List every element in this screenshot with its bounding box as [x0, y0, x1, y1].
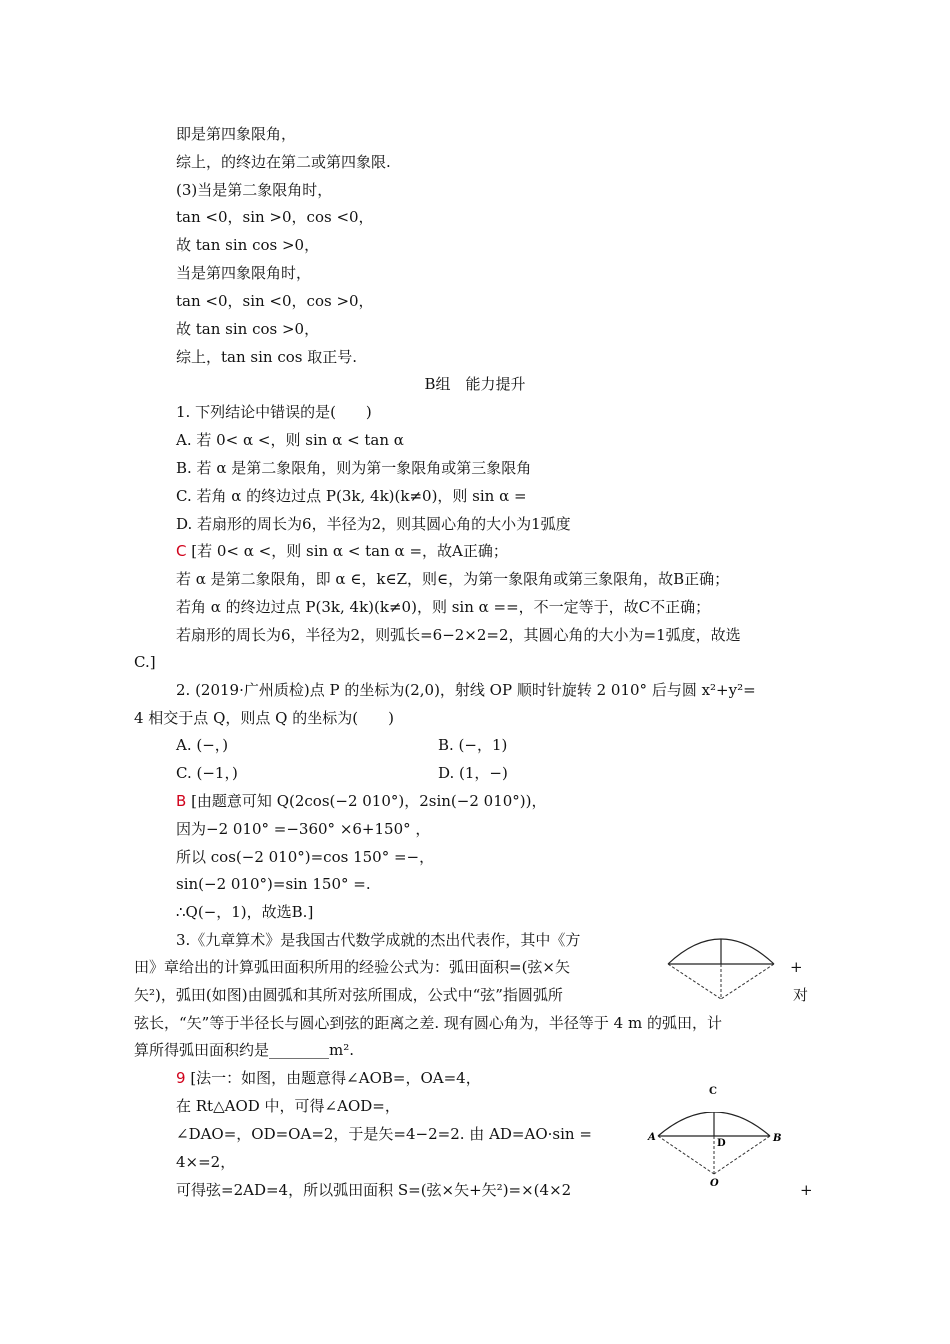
- text-line: 综上，tan sin cos 取正号.: [176, 348, 357, 366]
- q1-answer: C: [176, 542, 187, 560]
- q2-solution-line: 因为−2 010° =−360° ×6+150° ，: [176, 820, 431, 838]
- q3-solution-line: 4×=2，: [176, 1153, 236, 1171]
- label-o: O: [710, 1178, 719, 1189]
- q1-solution-line: [176, 541, 508, 561]
- q2-solution-line: ∴Q(−，1)，故选B.]: [176, 903, 314, 921]
- label-c: C: [709, 1086, 717, 1097]
- q2-solution-text: [由题意可知 Q(2cos(−2 010°)，2sin(−2 010°))，: [191, 792, 547, 810]
- q1-solution-line: C.]: [134, 653, 156, 671]
- question-3-stem: 3.《九章算术》是我国古代数学成就的杰出代表作，其中《方: [176, 931, 581, 949]
- text-line: 故 tan sin cos >0，: [176, 236, 320, 254]
- q1-option-b: B. 若 α 是第二象限角，则为第一象限角或第三象限角: [176, 459, 532, 477]
- text-line: 综上，的终边在第二或第四象限.: [176, 153, 391, 171]
- q2-option-b: B. (−，1): [438, 736, 508, 754]
- q1-solution-line: 若角 α 的终边过点 P(3k, 4k)(k≠0)，则 sin α ==，不一定等于，故C不正确；: [176, 598, 711, 616]
- q1-option-a: A. 若 0< α <，则 sin α < tan α: [176, 431, 404, 449]
- q3-solution-line: ∠DAO=，OD=OA=2，于是矢=4−2=2. 由 AD=AO·sin =: [176, 1125, 592, 1143]
- q2-option-a: A. (−，): [176, 736, 229, 754]
- text-line: 即是第四象限角，: [176, 125, 297, 143]
- arc-field-figure: [664, 930, 778, 1002]
- q1-solution-line: 若扇形的周长为6，半径为2，则弧长=6−2×2=2，其圆心角的大小为=1弧度，故选: [176, 626, 741, 644]
- q3-solution-text: [法一：如图，由题意得∠AOB=，OA=4，: [190, 1069, 481, 1087]
- question-2-stem: 2. (2019·广州质检)点 P 的坐标为(2,0)，射线 OP 顺时针旋转 2 010° 后与圆 x²+y²=: [176, 681, 756, 699]
- text-line: tan <0，sin <0，cos >0，: [176, 292, 374, 310]
- q2-solution-line: 所以 cos(−2 010°)=cos 150° =−，: [176, 848, 435, 866]
- q2-option-d: D. (1，−): [438, 764, 508, 782]
- question-2-stem: 4 相交于点 Q，则点 Q 的坐标为( ): [134, 709, 394, 727]
- q2-answer: B: [176, 792, 187, 810]
- q3-solution-line: 在 Rt△AOD 中，可得∠AOD=，: [176, 1097, 400, 1115]
- label-a: A: [648, 1132, 656, 1143]
- question-3-stem: 矢²)，弧田(如图)由圆弧和其所对弦所围成，公式中“弦”指圆弧所: [134, 986, 563, 1004]
- q1-solution-line: 若 α 是第二象限角，即 α ∈，k∈Z，则∈，为第一象限角或第三象限角，故B正确；: [176, 570, 730, 588]
- text-line: 故 tan sin cos >0，: [176, 320, 320, 338]
- q3-solution-line: 可得弦=2AD=4，所以弧田面积 S=(弦×矢+矢²)=×(4×2: [176, 1181, 572, 1199]
- q1-option-d: D. 若扇形的周长为6，半径为2，则其圆心角的大小为1弧度: [176, 515, 571, 533]
- question-3-stem: 田》章给出的计算弧田面积所用的经验公式为：弧田面积=(弦×矢: [134, 958, 570, 976]
- q1-option-c: C. 若角 α 的终边过点 P(3k, 4k)(k≠0)，则 sin α =: [176, 487, 527, 505]
- section-title: B组 能力提升: [424, 375, 526, 393]
- q2-solution-line: [176, 791, 547, 811]
- q3-solution-line: +: [800, 1181, 813, 1199]
- q2-option-c: C. (−1，): [176, 764, 238, 782]
- q1-solution-text: [若 0< α <，则 sin α < tan α =，故A正确；: [191, 542, 508, 560]
- text-line: tan <0，sin >0，cos <0，: [176, 208, 374, 226]
- text-line: (3)当是第二象限角时，: [176, 181, 333, 199]
- q3-answer: 9: [176, 1069, 186, 1087]
- q2-solution-line: sin(−2 010°)=sin 150° =.: [176, 875, 371, 893]
- labeled-arc-figure: [644, 1112, 790, 1192]
- question-3-stem: 弦长，“矢”等于半径长与圆心到弦的距离之差. 现有圆心角为，半径等于 4 m 的弧田，计: [134, 1014, 722, 1032]
- q3-solution-line: [176, 1068, 481, 1088]
- question-3-stem: 对: [793, 986, 809, 1004]
- question-3-stem: 算所得弧田面积约是________m².: [134, 1041, 355, 1059]
- question-3-stem: +: [790, 958, 803, 976]
- label-d: D: [717, 1138, 726, 1149]
- label-b: B: [773, 1133, 782, 1144]
- text-line: 当是第四象限角时，: [176, 264, 312, 282]
- question-1-stem: 1. 下列结论中错误的是( ): [176, 403, 372, 421]
